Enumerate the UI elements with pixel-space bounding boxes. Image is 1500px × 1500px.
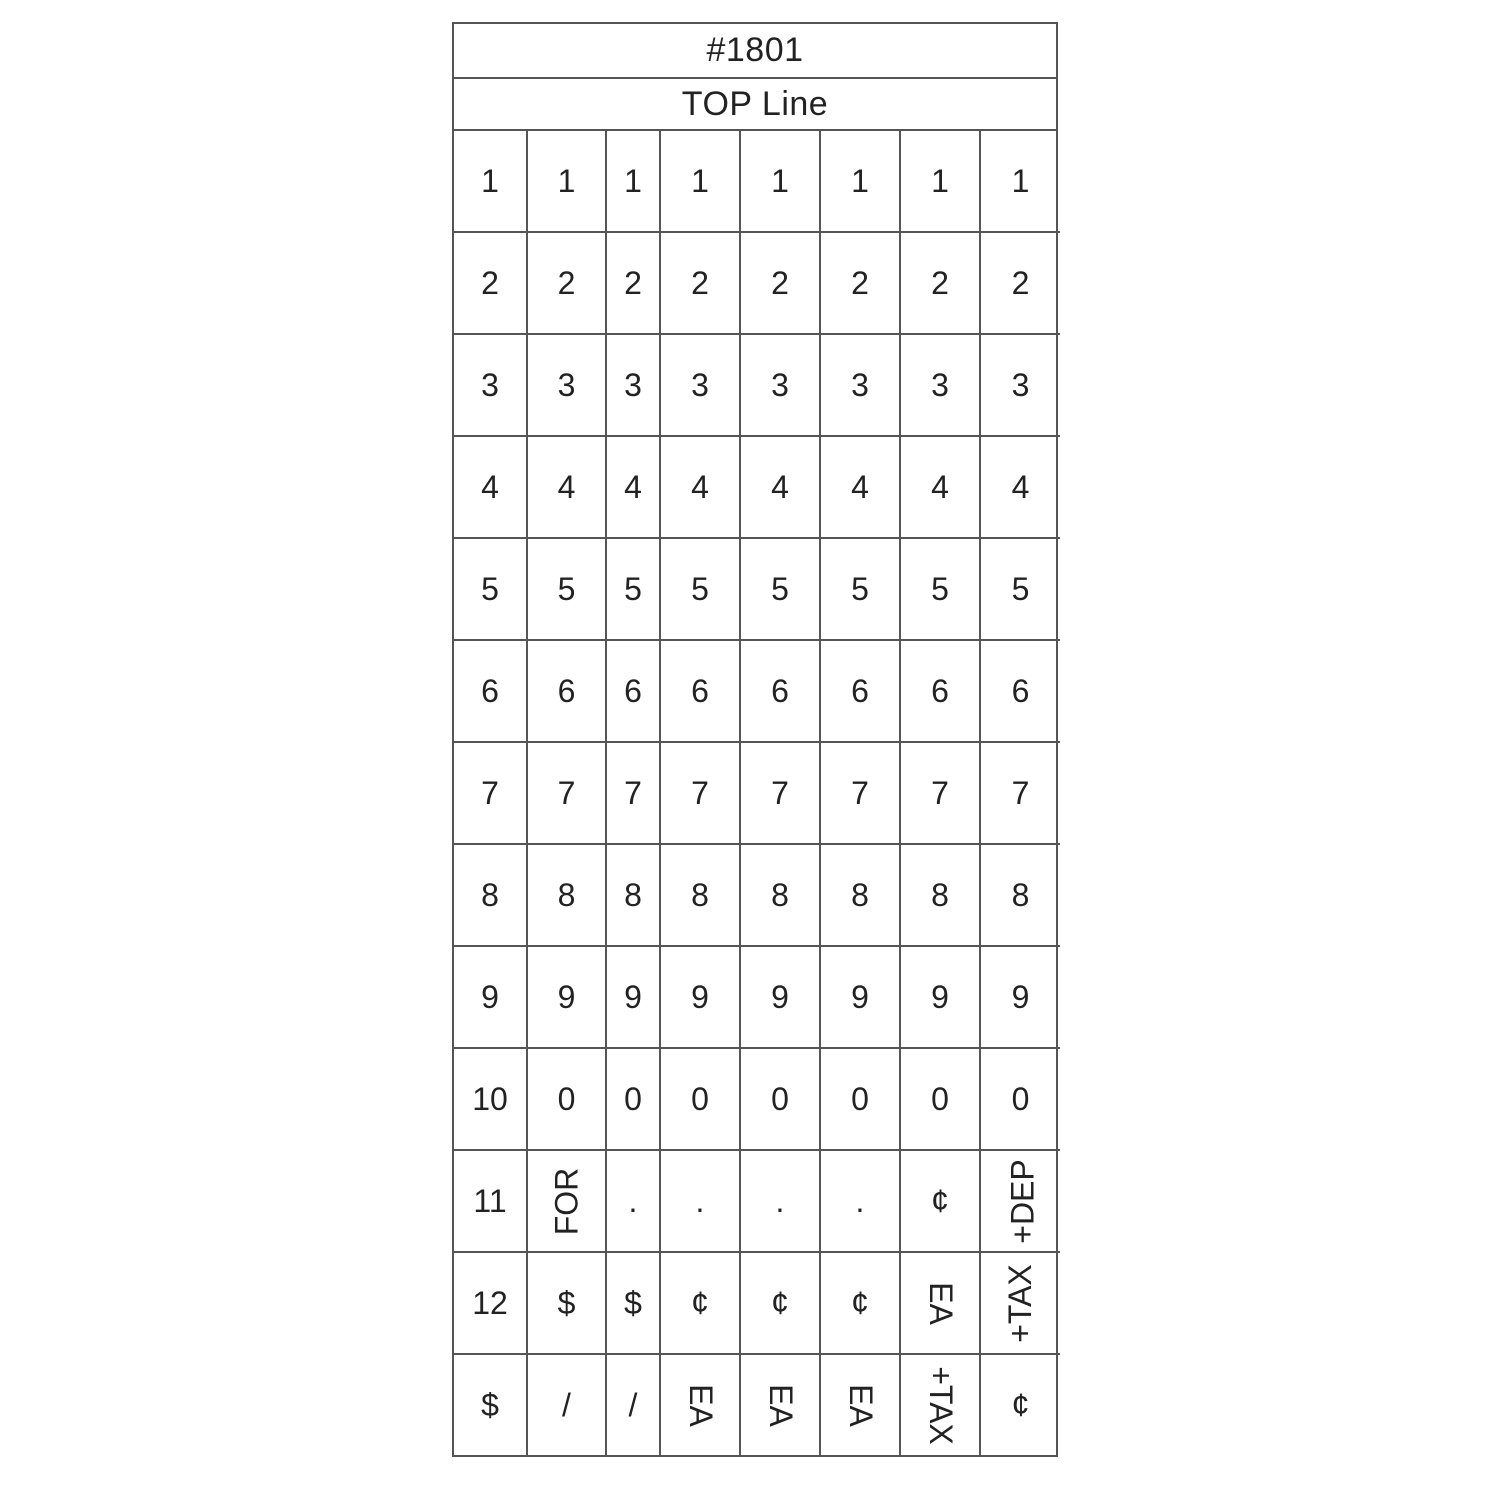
cell-text: .: [628, 1182, 638, 1219]
cell-text: 9: [851, 978, 869, 1015]
cell-text: FOR: [547, 1167, 584, 1235]
grid-cell: [820, 232, 900, 334]
grid-cell: [660, 844, 740, 946]
cell-text: 6: [691, 672, 709, 709]
grid-cell: [527, 742, 606, 844]
grid-cell: [820, 334, 900, 436]
grid-cell: [900, 1048, 980, 1150]
grid-row: [454, 131, 1060, 232]
cell-text: EA: [682, 1383, 719, 1427]
grid-cell: [900, 844, 980, 946]
cell-text: 8: [691, 876, 709, 913]
cell-text: 8: [624, 876, 642, 913]
cell-text: 7: [691, 774, 709, 811]
grid-cell: [980, 844, 1060, 946]
grid-cell: [606, 538, 660, 640]
cell-text: $: [481, 1386, 499, 1423]
cell-text: 0: [557, 1080, 576, 1117]
grid-cell: [740, 1150, 820, 1252]
cell-text: 4: [624, 468, 642, 505]
grid-cell: [980, 1354, 1060, 1455]
cell-text: 5: [771, 570, 789, 607]
cell-text: 5: [1011, 570, 1030, 607]
grid-cell: [606, 232, 660, 334]
grid-cell: [660, 232, 740, 334]
cell-text: 1: [691, 162, 709, 199]
grid-cell: [454, 334, 527, 436]
grid-cell: [606, 640, 660, 742]
cell-text: ¢: [691, 1284, 709, 1321]
grid-cell: [660, 946, 740, 1048]
grid-cell: [454, 640, 527, 742]
cell-text: 3: [557, 366, 576, 403]
cell-text: 6: [624, 672, 642, 709]
cell-text: 8: [771, 876, 789, 913]
grid-cell: [527, 844, 606, 946]
cell-text: 1: [1011, 162, 1030, 199]
grid-cell: [606, 1048, 660, 1150]
grid-cell: [660, 131, 740, 232]
grid-cell: [740, 131, 820, 232]
grid-row: [454, 1354, 1060, 1455]
grid-cell: [454, 742, 527, 844]
cell-text: /: [562, 1386, 571, 1423]
grid-cell: [980, 1150, 1060, 1252]
grid-cell: [740, 538, 820, 640]
grid-cell: [527, 1150, 606, 1252]
cell-text: 0: [931, 1080, 949, 1117]
cell-text: 5: [851, 570, 869, 607]
grid-cell: [606, 1354, 660, 1455]
cell-text: 7: [931, 774, 949, 811]
cell-text: 3: [481, 366, 499, 403]
grid-cell: [454, 131, 527, 232]
cell-text: 4: [691, 468, 709, 505]
cell-text: /: [628, 1386, 638, 1423]
grid-cell: [606, 334, 660, 436]
grid-cell: [527, 334, 606, 436]
grid-cell: [980, 640, 1060, 742]
cell-text: 1: [624, 162, 642, 199]
cell-text: 3: [851, 366, 869, 403]
cell-text: 7: [851, 774, 869, 811]
grid-cell: [454, 436, 527, 538]
grid-row: [454, 844, 1060, 946]
grid-cell: [606, 844, 660, 946]
band-chart: [452, 22, 1058, 1457]
grid-cell: [660, 436, 740, 538]
cell-text: 8: [557, 876, 576, 913]
grid-row: [454, 436, 1060, 538]
cell-text: 6: [931, 672, 949, 709]
grid-cell: [740, 844, 820, 946]
grid-cell: [606, 131, 660, 232]
grid-cell: [820, 1150, 900, 1252]
cell-text: 2: [481, 264, 499, 301]
cell-text: 0: [691, 1080, 709, 1117]
cell-text: 0: [771, 1080, 789, 1117]
grid-cell: [454, 946, 527, 1048]
grid-cell: [527, 1354, 606, 1455]
grid-cell: [900, 538, 980, 640]
cell-text: 4: [771, 468, 789, 505]
cell-text: +DEP: [1004, 1158, 1041, 1244]
grid-cell: [606, 1150, 660, 1252]
cell-text: 3: [624, 366, 642, 403]
cell-text: 0: [851, 1080, 869, 1117]
grid-row: [454, 1252, 1060, 1354]
grid-cell: [980, 131, 1060, 232]
grid-cell: [900, 742, 980, 844]
grid-cell: [660, 742, 740, 844]
grid-cell: [900, 1150, 980, 1252]
cell-text: 1: [771, 162, 789, 199]
grid-cell: [660, 538, 740, 640]
cell-text: ¢: [851, 1284, 869, 1321]
cell-text: 2: [691, 264, 709, 301]
cell-text: 7: [624, 774, 642, 811]
cell-text: 7: [771, 774, 789, 811]
chart-title: #1801: [454, 24, 1056, 79]
cell-text: 7: [481, 774, 499, 811]
grid-cell: [660, 1150, 740, 1252]
grid-cell: [606, 742, 660, 844]
grid-cell: [980, 1048, 1060, 1150]
chart-subtitle: TOP Line: [454, 79, 1056, 131]
grid-cell: [527, 232, 606, 334]
cell-text: 1: [851, 162, 869, 199]
grid-cell: [980, 1252, 1060, 1354]
grid-cell: [454, 1048, 527, 1150]
grid-cell: [820, 1354, 900, 1455]
cell-text: 11: [473, 1182, 507, 1219]
grid-cell: [980, 742, 1060, 844]
grid-cell: [900, 640, 980, 742]
grid-cell: [980, 436, 1060, 538]
grid-row: [454, 1048, 1060, 1150]
grid-cell: [820, 742, 900, 844]
grid-cell: [820, 1252, 900, 1354]
cell-text: .: [855, 1182, 865, 1219]
grid-row: [454, 742, 1060, 844]
grid-cell: [740, 1048, 820, 1150]
grid-cell: [740, 640, 820, 742]
cell-text: 6: [481, 672, 499, 709]
cell-text: 9: [691, 978, 709, 1015]
grid-row: [454, 538, 1060, 640]
cell-text: 12: [472, 1284, 508, 1321]
cell-text: 3: [1011, 366, 1030, 403]
cell-text: 9: [624, 978, 642, 1015]
grid-cell: [454, 538, 527, 640]
grid-row: [454, 946, 1060, 1048]
cell-text: 6: [1011, 672, 1030, 709]
cell-text: EA: [842, 1383, 879, 1427]
grid-cell: [454, 1252, 527, 1354]
grid-cell: [900, 436, 980, 538]
grid-cell: [454, 232, 527, 334]
cell-text: +TAX: [1001, 1263, 1038, 1343]
grid-cell: [660, 1048, 740, 1150]
cell-text: 10: [472, 1080, 508, 1117]
cell-text: 4: [481, 468, 499, 505]
grid-cell: [900, 334, 980, 436]
grid-row: [454, 334, 1060, 436]
grid-cell: [527, 640, 606, 742]
cell-text: 9: [557, 978, 576, 1015]
cell-text: ¢: [931, 1182, 949, 1219]
grid-cell: [980, 946, 1060, 1048]
grid-cell: [820, 844, 900, 946]
grid-cell: [900, 131, 980, 232]
cell-text: 9: [481, 978, 499, 1015]
grid-cell: [660, 640, 740, 742]
cell-text: 5: [624, 570, 642, 607]
grid-cell: [454, 844, 527, 946]
grid-cell: [740, 334, 820, 436]
grid-cell: [527, 1048, 606, 1150]
cell-text: 2: [1011, 264, 1030, 301]
grid-cell: [820, 946, 900, 1048]
grid-cell: [740, 742, 820, 844]
cell-text: $: [624, 1284, 642, 1321]
grid-cell: [527, 946, 606, 1048]
cell-text: 8: [851, 876, 869, 913]
cell-text: 3: [931, 366, 949, 403]
grid-cell: [820, 538, 900, 640]
grid-cell: [606, 946, 660, 1048]
cell-text: ¢: [1011, 1386, 1030, 1423]
cell-text: 0: [1011, 1080, 1030, 1117]
grid-cell: [740, 232, 820, 334]
cell-text: 2: [931, 264, 949, 301]
grid-cell: [900, 232, 980, 334]
grid-cell: [980, 232, 1060, 334]
grid-cell: [740, 1354, 820, 1455]
grid-cell: [454, 1150, 527, 1252]
cell-text: 8: [1011, 876, 1030, 913]
cell-text: ¢: [771, 1284, 789, 1321]
cell-text: 4: [851, 468, 869, 505]
grid-cell: [740, 1252, 820, 1354]
cell-text: 4: [557, 468, 576, 505]
grid-cell: [660, 334, 740, 436]
cell-text: 2: [771, 264, 789, 301]
character-grid: [454, 131, 1060, 1455]
cell-text: 2: [851, 264, 869, 301]
grid-row: [454, 640, 1060, 742]
cell-text: EA: [762, 1383, 799, 1427]
grid-cell: [454, 1354, 527, 1455]
grid-row: [454, 232, 1060, 334]
grid-cell: [527, 436, 606, 538]
grid-cell: [740, 946, 820, 1048]
cell-text: 9: [1011, 978, 1030, 1015]
cell-text: 2: [557, 264, 576, 301]
grid-cell: [820, 640, 900, 742]
cell-text: 7: [1011, 774, 1030, 811]
grid-cell: [606, 436, 660, 538]
grid-cell: [900, 946, 980, 1048]
grid-cell: [820, 131, 900, 232]
cell-text: 9: [931, 978, 949, 1015]
cell-text: .: [695, 1182, 705, 1219]
grid-cell: [660, 1354, 740, 1455]
cell-text: 2: [624, 264, 642, 301]
grid-row: [454, 1150, 1060, 1252]
grid-cell: [527, 1252, 606, 1354]
grid-cell: [980, 538, 1060, 640]
cell-text: 1: [481, 162, 499, 199]
cell-text: 6: [557, 672, 576, 709]
grid-cell: [660, 1252, 740, 1354]
cell-text: +TAX: [922, 1365, 959, 1445]
cell-text: 0: [624, 1080, 642, 1117]
cell-text: 6: [771, 672, 789, 709]
cell-text: 9: [771, 978, 789, 1015]
cell-text: 5: [557, 570, 576, 607]
grid-cell: [820, 1048, 900, 1150]
cell-text: 5: [931, 570, 949, 607]
grid-cell: [980, 334, 1060, 436]
grid-cell: [527, 538, 606, 640]
cell-text: 8: [481, 876, 499, 913]
cell-text: EA: [922, 1281, 959, 1325]
cell-text: 5: [691, 570, 709, 607]
cell-text: 1: [931, 162, 949, 199]
grid-cell: [740, 436, 820, 538]
cell-text: .: [775, 1182, 785, 1219]
grid-cell: [900, 1354, 980, 1455]
cell-text: 5: [481, 570, 499, 607]
cell-text: 8: [931, 876, 949, 913]
cell-text: 3: [691, 366, 709, 403]
grid-cell: [606, 1252, 660, 1354]
cell-text: 3: [771, 366, 789, 403]
cell-text: 4: [931, 468, 949, 505]
cell-text: 6: [851, 672, 869, 709]
grid-cell: [820, 436, 900, 538]
cell-text: 4: [1011, 468, 1030, 505]
grid-cell: [527, 131, 606, 232]
grid-cell: [900, 1252, 980, 1354]
cell-text: $: [557, 1284, 576, 1321]
cell-text: 7: [557, 774, 576, 811]
cell-text: 1: [557, 162, 576, 199]
